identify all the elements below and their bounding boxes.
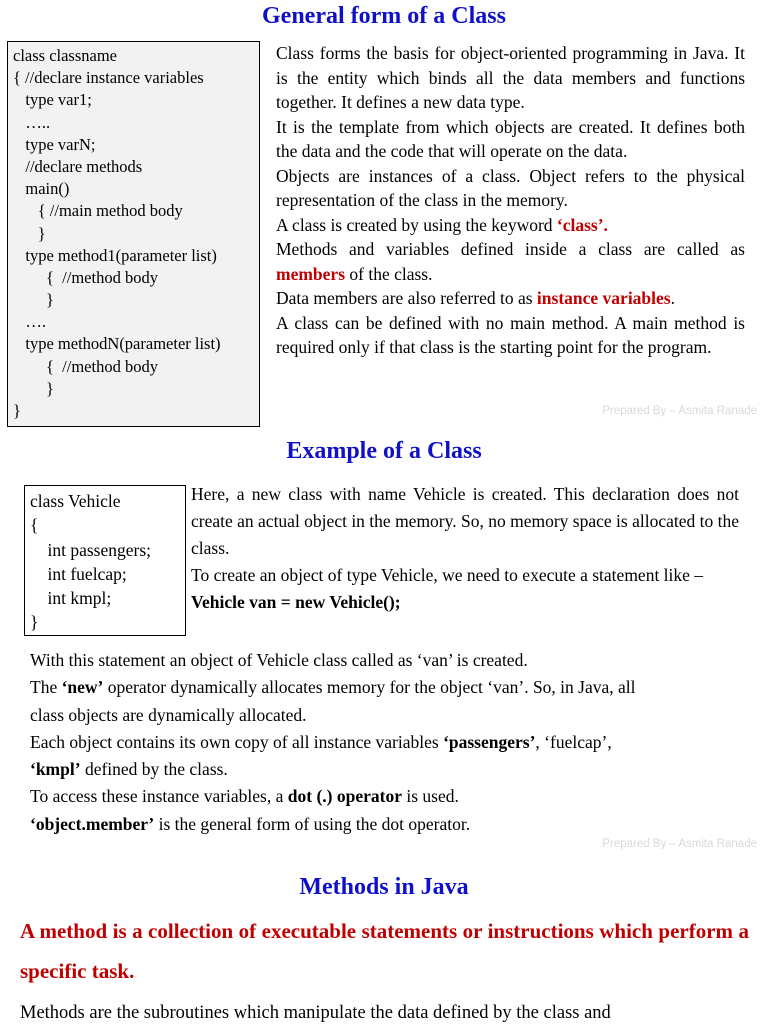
code-line: int fuelcap; xyxy=(30,563,127,584)
code-line: } xyxy=(13,401,21,420)
text-span: The xyxy=(30,677,62,698)
methods-para-1: Methods are the subroutines which manipulate the data defined by the class and xyxy=(20,1003,611,1023)
code-line: } xyxy=(13,378,54,398)
watermark: Prepared By – Asmita Ranade xyxy=(602,405,757,417)
note-line-4 xyxy=(30,729,636,756)
keyword-new: ‘new’ xyxy=(61,677,104,698)
code-line: int passengers; xyxy=(30,539,152,560)
keyword-kmpl: ‘kmpl’ xyxy=(30,759,81,780)
code-line: type methodN(parameter list) xyxy=(13,334,221,354)
vehicle-notes xyxy=(30,647,636,838)
code-line: { xyxy=(30,515,39,536)
section-title-general-form: General form of a Class xyxy=(262,3,506,29)
code-line: type var1; xyxy=(13,90,92,110)
class-para-7: A class can be defined with no main method. A main method is required only if that class is the starting point for the program. xyxy=(276,312,745,357)
text-span: A class is created by using the keyword xyxy=(276,214,557,235)
class-para-4 xyxy=(276,213,745,238)
class-para-3: Objects are instances of a class. Object refers to the physical representation of the class in the memory. xyxy=(276,165,745,210)
text-span: Each object contains its own copy of all instance variables xyxy=(30,731,444,752)
text-span: . xyxy=(670,288,675,308)
code-line: } xyxy=(13,223,46,243)
vehicle-statement: Vehicle van = new Vehicle(); xyxy=(191,592,401,612)
text-span: is the general form of using the dot operator. xyxy=(154,813,471,834)
vehicle-para-1: Here, a new class with name Vehicle is created. This declaration does not create an actual object in the memory. So, no memory space is allocated to the class. xyxy=(191,484,739,558)
code-line: //declare methods xyxy=(13,156,143,176)
vehicle-description xyxy=(191,481,739,616)
class-para-6 xyxy=(276,286,745,311)
code-line: ….. xyxy=(13,112,51,132)
keyword-object-member: ‘object.member’ xyxy=(30,813,155,834)
code-line: { //declare instance variables xyxy=(13,68,204,88)
section-title-example: Example of a Class xyxy=(286,438,482,464)
vehicle-code-box xyxy=(24,485,186,636)
code-line: …. xyxy=(13,312,46,332)
class-para-2: It is the template from which objects are created. It defines both the data and the code that will operate on the data. xyxy=(276,116,745,161)
code-line: { //method body xyxy=(13,267,158,287)
keyword-class: ‘class’. xyxy=(556,214,608,235)
class-syntax-code-box xyxy=(7,41,260,427)
note-line-1: With this statement an object of Vehicle class called as ‘van’ is created. xyxy=(30,650,528,670)
text-span: Methods and variables defined inside a class are called as xyxy=(276,239,745,259)
code-line: type method1(parameter list) xyxy=(13,245,217,265)
code-line: type varN; xyxy=(13,134,96,154)
keyword-members: members xyxy=(276,263,346,284)
text-span: operator dynamically allocates memory for the object ‘van’. So, in Java, all xyxy=(103,677,636,698)
keyword-dot-operator: dot (.) operator xyxy=(287,786,402,807)
note-line-5 xyxy=(30,756,636,783)
text-span: defined by the class. xyxy=(80,759,228,780)
code-line: { //main method body xyxy=(13,201,183,221)
class-para-5 xyxy=(276,237,745,286)
code-line: int kmpl; xyxy=(30,588,112,609)
text-span: of the class. xyxy=(345,263,433,284)
note-line-2 xyxy=(30,674,636,701)
class-para-1: Class forms the basis for object-oriented programming in Java. It is the entity which binds all the data members and functions together. It defines a new data type. xyxy=(276,43,745,112)
note-line-6 xyxy=(30,783,636,810)
code-line: { //method body xyxy=(13,356,158,376)
watermark: Prepared By – Asmita Ranade xyxy=(602,838,757,850)
code-line: } xyxy=(13,290,54,310)
class-description xyxy=(276,41,745,360)
code-line: } xyxy=(30,612,39,633)
text-span: , ‘fuelcap’, xyxy=(535,731,612,752)
text-span: To access these instance variables, a xyxy=(30,786,288,807)
text-span: Data members are also referred to as xyxy=(276,288,537,308)
note-line-3: class objects are dynamically allocated. xyxy=(30,704,307,725)
text-span: is used. xyxy=(401,786,459,807)
note-line-7 xyxy=(30,811,636,838)
section-title-methods: Methods in Java xyxy=(299,874,469,900)
keyword-passengers: ‘passengers’ xyxy=(443,731,536,752)
method-definition: A method is a collection of executable statements or instructions which perform a specific task. xyxy=(20,919,749,983)
keyword-instance-variables: instance variables xyxy=(536,288,671,308)
code-line: class Vehicle xyxy=(30,491,121,511)
code-line: class classname xyxy=(13,46,118,65)
code-line: main() xyxy=(13,179,70,199)
vehicle-para-2: To create an object of type Vehicle, we need to execute a statement like – xyxy=(191,565,704,585)
